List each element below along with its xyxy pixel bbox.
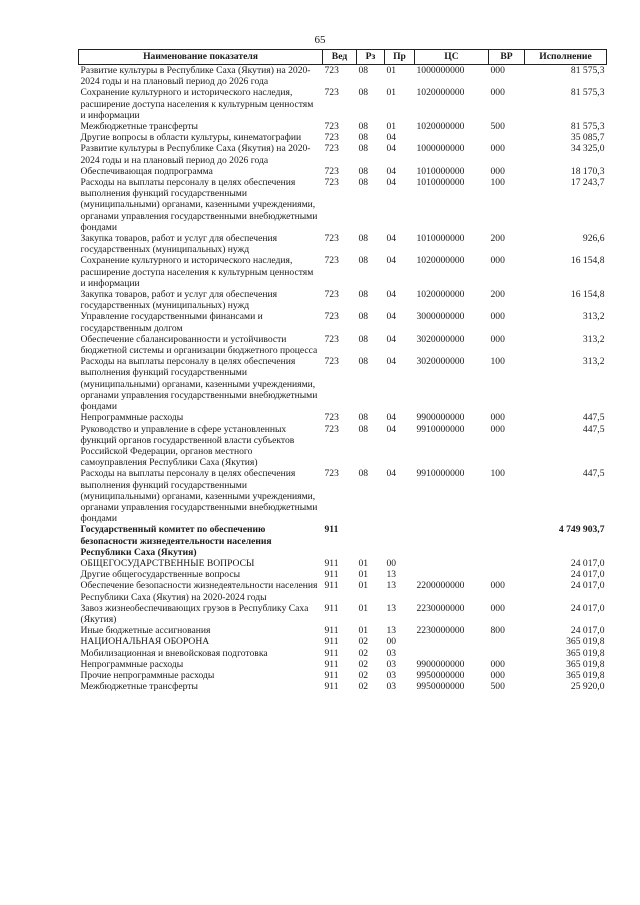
cell-vr xyxy=(489,648,525,659)
cell-pr: 01 xyxy=(386,65,397,76)
cell-rz: 02 xyxy=(358,669,369,681)
cell-ved: 723 xyxy=(324,289,339,301)
cell-ved: 723 xyxy=(324,87,339,99)
cell-amount: 24 017,0 xyxy=(570,569,605,581)
cell-cs: 3000000000 xyxy=(416,311,465,323)
cell-rz: 02 xyxy=(358,647,369,659)
cell-cs: 1020000000 xyxy=(416,289,465,301)
cell-cs: 1020000000 xyxy=(416,255,465,267)
table-row xyxy=(79,121,607,132)
cell-ved: 911 xyxy=(324,602,339,614)
cell-amount: 81 575,3 xyxy=(570,87,605,99)
cell-pr: 04 xyxy=(386,468,397,480)
cell-cs: 2230000000 xyxy=(416,625,465,637)
cell-ved: 911 xyxy=(324,658,339,670)
cell-amount: 81 575,3 xyxy=(570,121,605,133)
cell-vr: 000 xyxy=(490,311,505,323)
cell-cs xyxy=(415,558,489,569)
cell-ved: 723 xyxy=(324,233,339,245)
table-row xyxy=(79,412,607,423)
cell-ved: 723 xyxy=(324,121,339,133)
cell-ved: 911 xyxy=(324,647,339,659)
cell-name: НАЦИОНАЛЬНАЯ ОБОРОНА xyxy=(80,636,210,648)
table-row xyxy=(79,558,607,569)
table-row xyxy=(79,311,607,333)
cell-rz: 08 xyxy=(358,356,369,368)
cell-amount: 24 017,0 xyxy=(570,602,605,614)
budget-table xyxy=(78,49,607,692)
table-row xyxy=(79,143,607,165)
table-row xyxy=(79,65,607,88)
cell-rz: 08 xyxy=(358,177,369,189)
cell-pr: 00 xyxy=(386,557,397,569)
cell-vr: 100 xyxy=(490,468,505,480)
cell-cs: 9950000000 xyxy=(416,669,465,681)
cell-rz: 08 xyxy=(358,121,369,133)
cell-cs: 1010000000 xyxy=(416,177,465,189)
cell-name: Мобилизационная и вневойсковая подготовка xyxy=(80,647,268,659)
cell-ved: 911 xyxy=(324,681,339,693)
cell-name: Непрограммные расходы xyxy=(80,658,184,670)
cell-amount: 447,5 xyxy=(582,423,605,435)
cell-rz: 08 xyxy=(358,423,369,435)
col-header-name: Наименование показателя xyxy=(79,50,323,65)
cell-cs: 9950000000 xyxy=(416,681,465,693)
cell-name: Развитие культуры в Республике Саха (Якутия) на 2020-2024 годы и на плановый период до 2026 года xyxy=(80,65,311,88)
table-row xyxy=(79,659,607,670)
cell-vr: 000 xyxy=(490,423,505,435)
cell-vr: 000 xyxy=(490,87,505,99)
cell-cs: 9910000000 xyxy=(416,468,465,480)
cell-amount: 365 019,8 xyxy=(566,636,605,648)
cell-ved: 723 xyxy=(324,412,339,424)
cell-rz: 08 xyxy=(358,87,369,99)
cell-ved: 723 xyxy=(324,143,339,155)
table-row xyxy=(79,636,607,647)
cell-vr xyxy=(489,569,525,580)
cell-name: Иные бюджетные ассигнования xyxy=(80,625,211,637)
cell-cs xyxy=(415,636,489,647)
table-header-row xyxy=(79,50,607,65)
cell-vr: 200 xyxy=(490,289,505,301)
cell-pr: 04 xyxy=(386,333,397,345)
cell-amount: 313,2 xyxy=(582,311,605,323)
cell-name: Расходы на выплаты персоналу в целях обеспечения выполнения функций государственными (муниципальными) органами, казенными учреждениями, органами управления государственными внебюджетными фондами xyxy=(80,468,318,525)
cell-vr: 000 xyxy=(490,580,505,592)
cell-name: Другие общегосударственные вопросы xyxy=(80,569,241,581)
cell-cs: 1020000000 xyxy=(416,87,465,99)
cell-ved: 723 xyxy=(324,311,339,323)
cell-rz: 08 xyxy=(358,255,369,267)
table-row xyxy=(79,255,607,289)
cell-cs xyxy=(415,648,489,659)
table-row xyxy=(79,603,607,625)
cell-cs: 2230000000 xyxy=(416,602,465,614)
cell-name: Управление государственными финансами и государственным долгом xyxy=(80,311,263,334)
cell-cs: 9900000000 xyxy=(416,412,465,424)
cell-cs: 1000000000 xyxy=(416,143,465,155)
cell-amount: 24 017,0 xyxy=(570,557,605,569)
col-header-cs: ЦС xyxy=(415,50,489,65)
table-body xyxy=(79,65,607,693)
table-row xyxy=(79,132,607,143)
cell-amount: 16 154,8 xyxy=(570,289,605,301)
cell-pr: 01 xyxy=(386,121,397,133)
cell-cs: 1020000000 xyxy=(416,121,465,133)
cell-amount: 18 170,3 xyxy=(570,165,605,177)
cell-rz: 08 xyxy=(358,143,369,155)
cell-rz: 08 xyxy=(358,233,369,245)
cell-rz: 08 xyxy=(358,412,369,424)
cell-vr: 000 xyxy=(490,143,505,155)
cell-name: Закупка товаров, работ и услуг для обеспечения государственных (муниципальных) нужд xyxy=(80,289,278,312)
cell-amount: 35 085,7 xyxy=(570,132,605,144)
cell-amount: 447,5 xyxy=(582,412,605,424)
cell-cs xyxy=(415,569,489,580)
table-row xyxy=(79,289,607,311)
cell-rz: 01 xyxy=(358,569,369,581)
cell-name: Закупка товаров, работ и услуг для обеспечения государственных (муниципальных) нужд xyxy=(80,233,278,256)
cell-vr xyxy=(489,558,525,569)
cell-amount: 17 243,7 xyxy=(570,177,605,189)
cell-cs: 3020000000 xyxy=(416,333,465,345)
cell-rz: 01 xyxy=(358,602,369,614)
cell-vr: 000 xyxy=(490,602,505,614)
cell-name: Межбюджетные трансферты xyxy=(80,681,198,693)
cell-amount: 16 154,8 xyxy=(570,255,605,267)
cell-cs: 3020000000 xyxy=(416,356,465,368)
cell-name: ОБЩЕГОСУДАРСТВЕННЫЕ ВОПРОСЫ xyxy=(80,557,255,569)
table-row xyxy=(79,625,607,636)
cell-ved: 911 xyxy=(324,569,339,581)
table-row xyxy=(79,87,607,121)
table-row xyxy=(79,468,607,524)
cell-pr: 03 xyxy=(386,658,397,670)
table-row xyxy=(79,233,607,255)
cell-ved: 723 xyxy=(324,356,339,368)
cell-amount: 4 749 903,7 xyxy=(558,524,605,536)
cell-vr xyxy=(489,636,525,647)
cell-name: Прочие непрограммные расходы xyxy=(80,669,215,681)
cell-pr: 04 xyxy=(386,412,397,424)
cell-cs: 1010000000 xyxy=(416,165,465,177)
cell-cs: 1000000000 xyxy=(416,65,465,76)
cell-name: Руководство и управление в сфере установленных функций органов государственной власти субъектов Российской Федерации, органов местного самоуправления Республики Саха (Якутия) xyxy=(80,423,295,469)
cell-ved: 723 xyxy=(324,165,339,177)
cell-amount: 365 019,8 xyxy=(566,669,605,681)
cell-amount: 81 575,3 xyxy=(570,65,605,76)
cell-name: Непрограммные расходы xyxy=(80,412,184,424)
cell-pr: 13 xyxy=(386,602,397,614)
cell-name: Государственный комитет по обеспечению безопасности жизнедеятельности населения Республики Саха (Якутия) xyxy=(80,524,272,558)
cell-ved: 911 xyxy=(324,625,339,637)
cell-amount: 365 019,8 xyxy=(566,647,605,659)
cell-vr xyxy=(489,524,525,558)
cell-cs: 9900000000 xyxy=(416,658,465,670)
cell-rz: 08 xyxy=(358,311,369,323)
cell-vr: 000 xyxy=(490,669,505,681)
table-row xyxy=(79,334,607,356)
cell-pr: 04 xyxy=(386,255,397,267)
cell-pr: 13 xyxy=(386,580,397,592)
cell-cs: 2200000000 xyxy=(416,580,465,592)
cell-pr: 03 xyxy=(386,669,397,681)
cell-pr xyxy=(385,524,415,558)
cell-pr: 00 xyxy=(386,636,397,648)
cell-ved: 723 xyxy=(324,177,339,189)
cell-amount: 313,2 xyxy=(582,356,605,368)
cell-name: Обеспечение безопасности жизнедеятельности населения Республики Саха (Якутия) на 2020-2024 годы xyxy=(80,580,318,603)
cell-name: Расходы на выплаты персоналу в целях обеспечения выполнения функций государственными (муниципальными) органами, казенными учреждениями, органами управления государственными внебюджетными фондами xyxy=(80,177,318,233)
cell-ved: 723 xyxy=(324,333,339,345)
cell-name: Развитие культуры в Республике Саха (Якутия) на 2020-2024 годы и на плановый период до 2026 года xyxy=(80,143,311,166)
cell-pr: 04 xyxy=(386,165,397,177)
cell-rz: 01 xyxy=(358,557,369,569)
cell-ved: 723 xyxy=(324,65,339,76)
table-row xyxy=(79,670,607,681)
cell-cs: 9910000000 xyxy=(416,423,465,435)
cell-name: Расходы на выплаты персоналу в целях обеспечения выполнения функций государственными (муниципальными) органами, казенными учреждениями, органами управления государственными внебюджетными фондами xyxy=(80,356,318,413)
cell-ved: 911 xyxy=(324,669,339,681)
cell-name: Межбюджетные трансферты xyxy=(80,121,198,133)
cell-rz: 01 xyxy=(358,625,369,637)
table-row xyxy=(79,580,607,602)
cell-vr: 000 xyxy=(490,255,505,267)
cell-pr: 04 xyxy=(386,177,397,189)
cell-amount: 447,5 xyxy=(582,468,605,480)
cell-cs xyxy=(415,524,489,558)
cell-vr: 000 xyxy=(490,165,505,177)
cell-cs: 1010000000 xyxy=(416,233,465,245)
table-row xyxy=(79,648,607,659)
cell-vr: 000 xyxy=(490,333,505,345)
cell-pr: 13 xyxy=(386,625,397,637)
cell-ved: 911 xyxy=(324,636,339,648)
cell-amount: 365 019,8 xyxy=(566,658,605,670)
cell-pr: 04 xyxy=(386,356,397,368)
cell-rz: 08 xyxy=(358,289,369,301)
table-row xyxy=(79,356,607,412)
cell-pr: 04 xyxy=(386,233,397,245)
cell-rz: 01 xyxy=(358,580,369,592)
cell-amount: 313,2 xyxy=(582,333,605,345)
cell-rz: 08 xyxy=(358,468,369,480)
col-header-ved: Вед xyxy=(323,50,357,65)
cell-rz: 02 xyxy=(358,636,369,648)
cell-ved: 911 xyxy=(324,557,339,569)
cell-pr: 04 xyxy=(386,143,397,155)
cell-vr: 500 xyxy=(490,121,505,133)
cell-pr: 04 xyxy=(386,289,397,301)
cell-rz: 02 xyxy=(358,658,369,670)
cell-ved: 911 xyxy=(324,580,339,592)
cell-vr: 100 xyxy=(490,356,505,368)
cell-ved: 723 xyxy=(324,255,339,267)
table-row xyxy=(79,166,607,177)
cell-name: Другие вопросы в области культуры, кинематографии xyxy=(80,132,302,144)
table-row xyxy=(79,524,607,558)
cell-vr: 000 xyxy=(490,658,505,670)
col-header-amount: Исполнение xyxy=(525,50,607,65)
col-header-rz: Рз xyxy=(357,50,385,65)
cell-ved: 911 xyxy=(324,524,339,536)
cell-rz: 02 xyxy=(358,681,369,693)
cell-amount: 34 325,0 xyxy=(570,143,605,155)
col-header-vr: ВР xyxy=(489,50,525,65)
cell-pr: 03 xyxy=(386,647,397,659)
cell-vr xyxy=(489,132,525,143)
cell-amount: 926,6 xyxy=(582,233,605,245)
cell-ved: 723 xyxy=(324,423,339,435)
table-row xyxy=(79,177,607,233)
cell-ved: 723 xyxy=(324,132,339,144)
col-header-pr: Пр xyxy=(385,50,415,65)
cell-rz: 08 xyxy=(358,132,369,144)
cell-name: Обеспечение сбалансированности и устойчивости бюджетной системы и организации бюджетного процесса xyxy=(80,333,318,357)
cell-cs xyxy=(415,132,489,143)
cell-pr: 03 xyxy=(386,681,397,693)
cell-amount: 25 920,0 xyxy=(570,681,605,693)
page-number: 65 xyxy=(314,34,326,46)
table-row xyxy=(79,681,607,692)
table-row xyxy=(79,424,607,469)
table-row xyxy=(79,569,607,580)
cell-name: Сохранение культурного и исторического наследия, расширение доступа населения к культурным ценностям и информации xyxy=(80,255,314,289)
cell-rz: 08 xyxy=(358,165,369,177)
cell-vr: 200 xyxy=(490,233,505,245)
cell-name: Завоз жизнеобеспечивающих грузов в Республику Саха (Якутия) xyxy=(80,602,309,625)
cell-pr: 04 xyxy=(386,423,397,435)
cell-amount: 24 017,0 xyxy=(570,625,605,637)
cell-pr: 13 xyxy=(386,569,397,581)
cell-name: Сохранение культурного и исторического наследия, расширение доступа населения к культурным ценностям и информации xyxy=(80,87,314,121)
cell-pr: 04 xyxy=(386,311,397,323)
cell-ved: 723 xyxy=(324,468,339,480)
cell-pr: 04 xyxy=(386,132,397,144)
cell-vr: 000 xyxy=(490,65,505,76)
cell-rz: 08 xyxy=(358,333,369,345)
cell-vr: 500 xyxy=(490,681,505,693)
cell-name: Обеспечивающая подпрограмма xyxy=(80,165,213,177)
cell-pr: 01 xyxy=(386,87,397,99)
cell-vr: 000 xyxy=(490,412,505,424)
cell-rz xyxy=(357,524,385,558)
cell-rz: 08 xyxy=(358,65,369,76)
cell-amount: 24 017,0 xyxy=(570,580,605,592)
cell-vr: 800 xyxy=(490,625,505,637)
cell-vr: 100 xyxy=(490,177,505,189)
